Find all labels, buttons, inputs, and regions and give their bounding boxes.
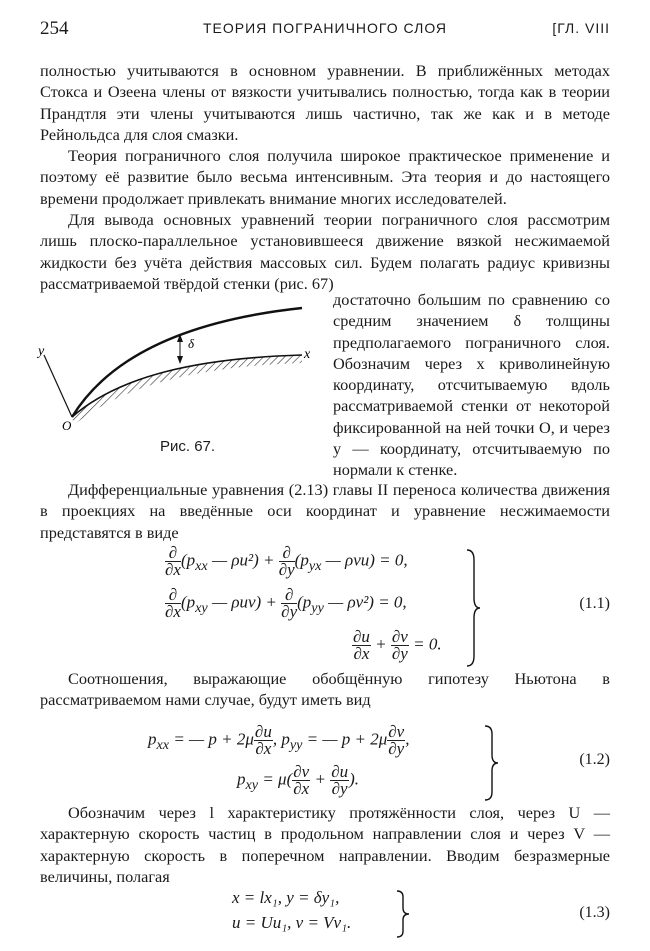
equation-label-1-2: (1.2) — [579, 751, 610, 768]
equation-1-1-line1: $\frac{\partial}{\partial x}$ ($p_{xx}$ — ρu²) + $\frac{\partial}{\partial y}$ ($p_{yx}$ — ρvu) = 0, — [165, 543, 408, 579]
paragraph-3: Для вывода основных уравнений теории пограничного слоя рассмотрим лишь плоско-параллельное установившееся движение вязкой несжимаемой жидкости без учёта действия массовых сил. Будем полагать радиус кривизны рассматриваемой твёрдой стенки (рис. 67) — [40, 210, 610, 293]
paragraph-6: Обозначим через l характеристику протяжённости слоя, через U — характерную скорость частиц в продольном направлении слоя и через V — характерную скорость в поперечном направлении. Вводим безразмерные величины, полагая — [40, 803, 610, 886]
label-o: O — [62, 418, 72, 433]
delta-arrow-head-bottom — [177, 356, 183, 364]
brace-1-2 — [483, 724, 499, 802]
paragraph-5: Соотношения, выражающие обобщённую гипотезу Ньютона в рассматриваемом нами случае, будут иметь вид — [40, 669, 610, 710]
paragraph-3-wrap: достаточно большим по сравнению со средним значением δ толщины предполагаемого пограничного слоя. Обозначим через x криволинейную координату, отсчитываемую вдоль рассматриваемой стенки от некоторой фиксированной на ней точки O, и через y — координату, отсчитываемую по нормали к стенке. — [333, 290, 610, 480]
label-y: y — [38, 344, 45, 359]
page-number: 254 — [40, 18, 69, 39]
chapter-label: [ГЛ. VIII — [552, 20, 610, 36]
equation-label-1-1: (1.1) — [579, 595, 610, 612]
wall-hatching — [72, 355, 302, 425]
figure-67 — [30, 300, 330, 460]
equation-1-1-line2: $\frac{\partial}{\partial x}$ ($p_{xy}$ — ρuv) + $\frac{\partial}{\partial y}$ ($p_{yy}$ — ρv²) = 0, — [165, 585, 407, 621]
brace-1-1 — [465, 548, 481, 668]
paragraph-2: Теория пограничного слоя получила широкое практическое применение и поэтому её развитие было весьма интенсивным. Эта теория и до настоящего времени продолжает привлекать внимание многих исследователей. — [40, 146, 610, 208]
label-x: x — [304, 347, 311, 362]
equation-1-3-line1: x = lx₁, y = δy₁, — [232, 888, 340, 907]
equation-1-2-line2: $p_{xy} = \mu$( $\frac{\partial v}{\partial x}$ + $\frac{\partial u}{\partial y}$ ). — [237, 762, 360, 798]
paragraph-4: Дифференциальные уравнения (2.13) главы II переноса количества движения в проекциях на введённые оси координат и уравнение несжимаемости представятся в виде — [40, 480, 610, 542]
label-delta: δ — [188, 336, 195, 351]
running-title: ТЕОРИЯ ПОГРАНИЧНОГО СЛОЯ — [202, 20, 448, 36]
figure-caption: Рис. 67. — [160, 438, 216, 455]
running-header — [40, 18, 610, 44]
y-axis-line — [44, 355, 72, 417]
brace-1-3 — [395, 889, 411, 939]
equation-label-1-3: (1.3) — [579, 904, 610, 921]
equation-1-1-line3: $\frac{\partial u}{\partial x}$ + $\frac{\partial v}{\partial y}$ = 0. — [353, 627, 442, 663]
paragraph-1: полностью учитываются в основном уравнении. В приближённых методах Стокса и Озеена члены от вязкости учитывались полностью, тогда как в теории Прандтля эти члены учитываются лишь частично, так же как и в методе Рейнольдса для слоя смазки. — [40, 61, 610, 144]
equation-1-2-line1: $p_{xx}$ = — p + 2μ $\frac{\partial u}{\partial x}$ , $p_{yy}$ = — p + 2μ $\frac{\partial v}{\partial y}$ , — [148, 722, 410, 758]
equation-1-3-line2: u = Uu₁, v = Vv₁. — [232, 913, 352, 932]
